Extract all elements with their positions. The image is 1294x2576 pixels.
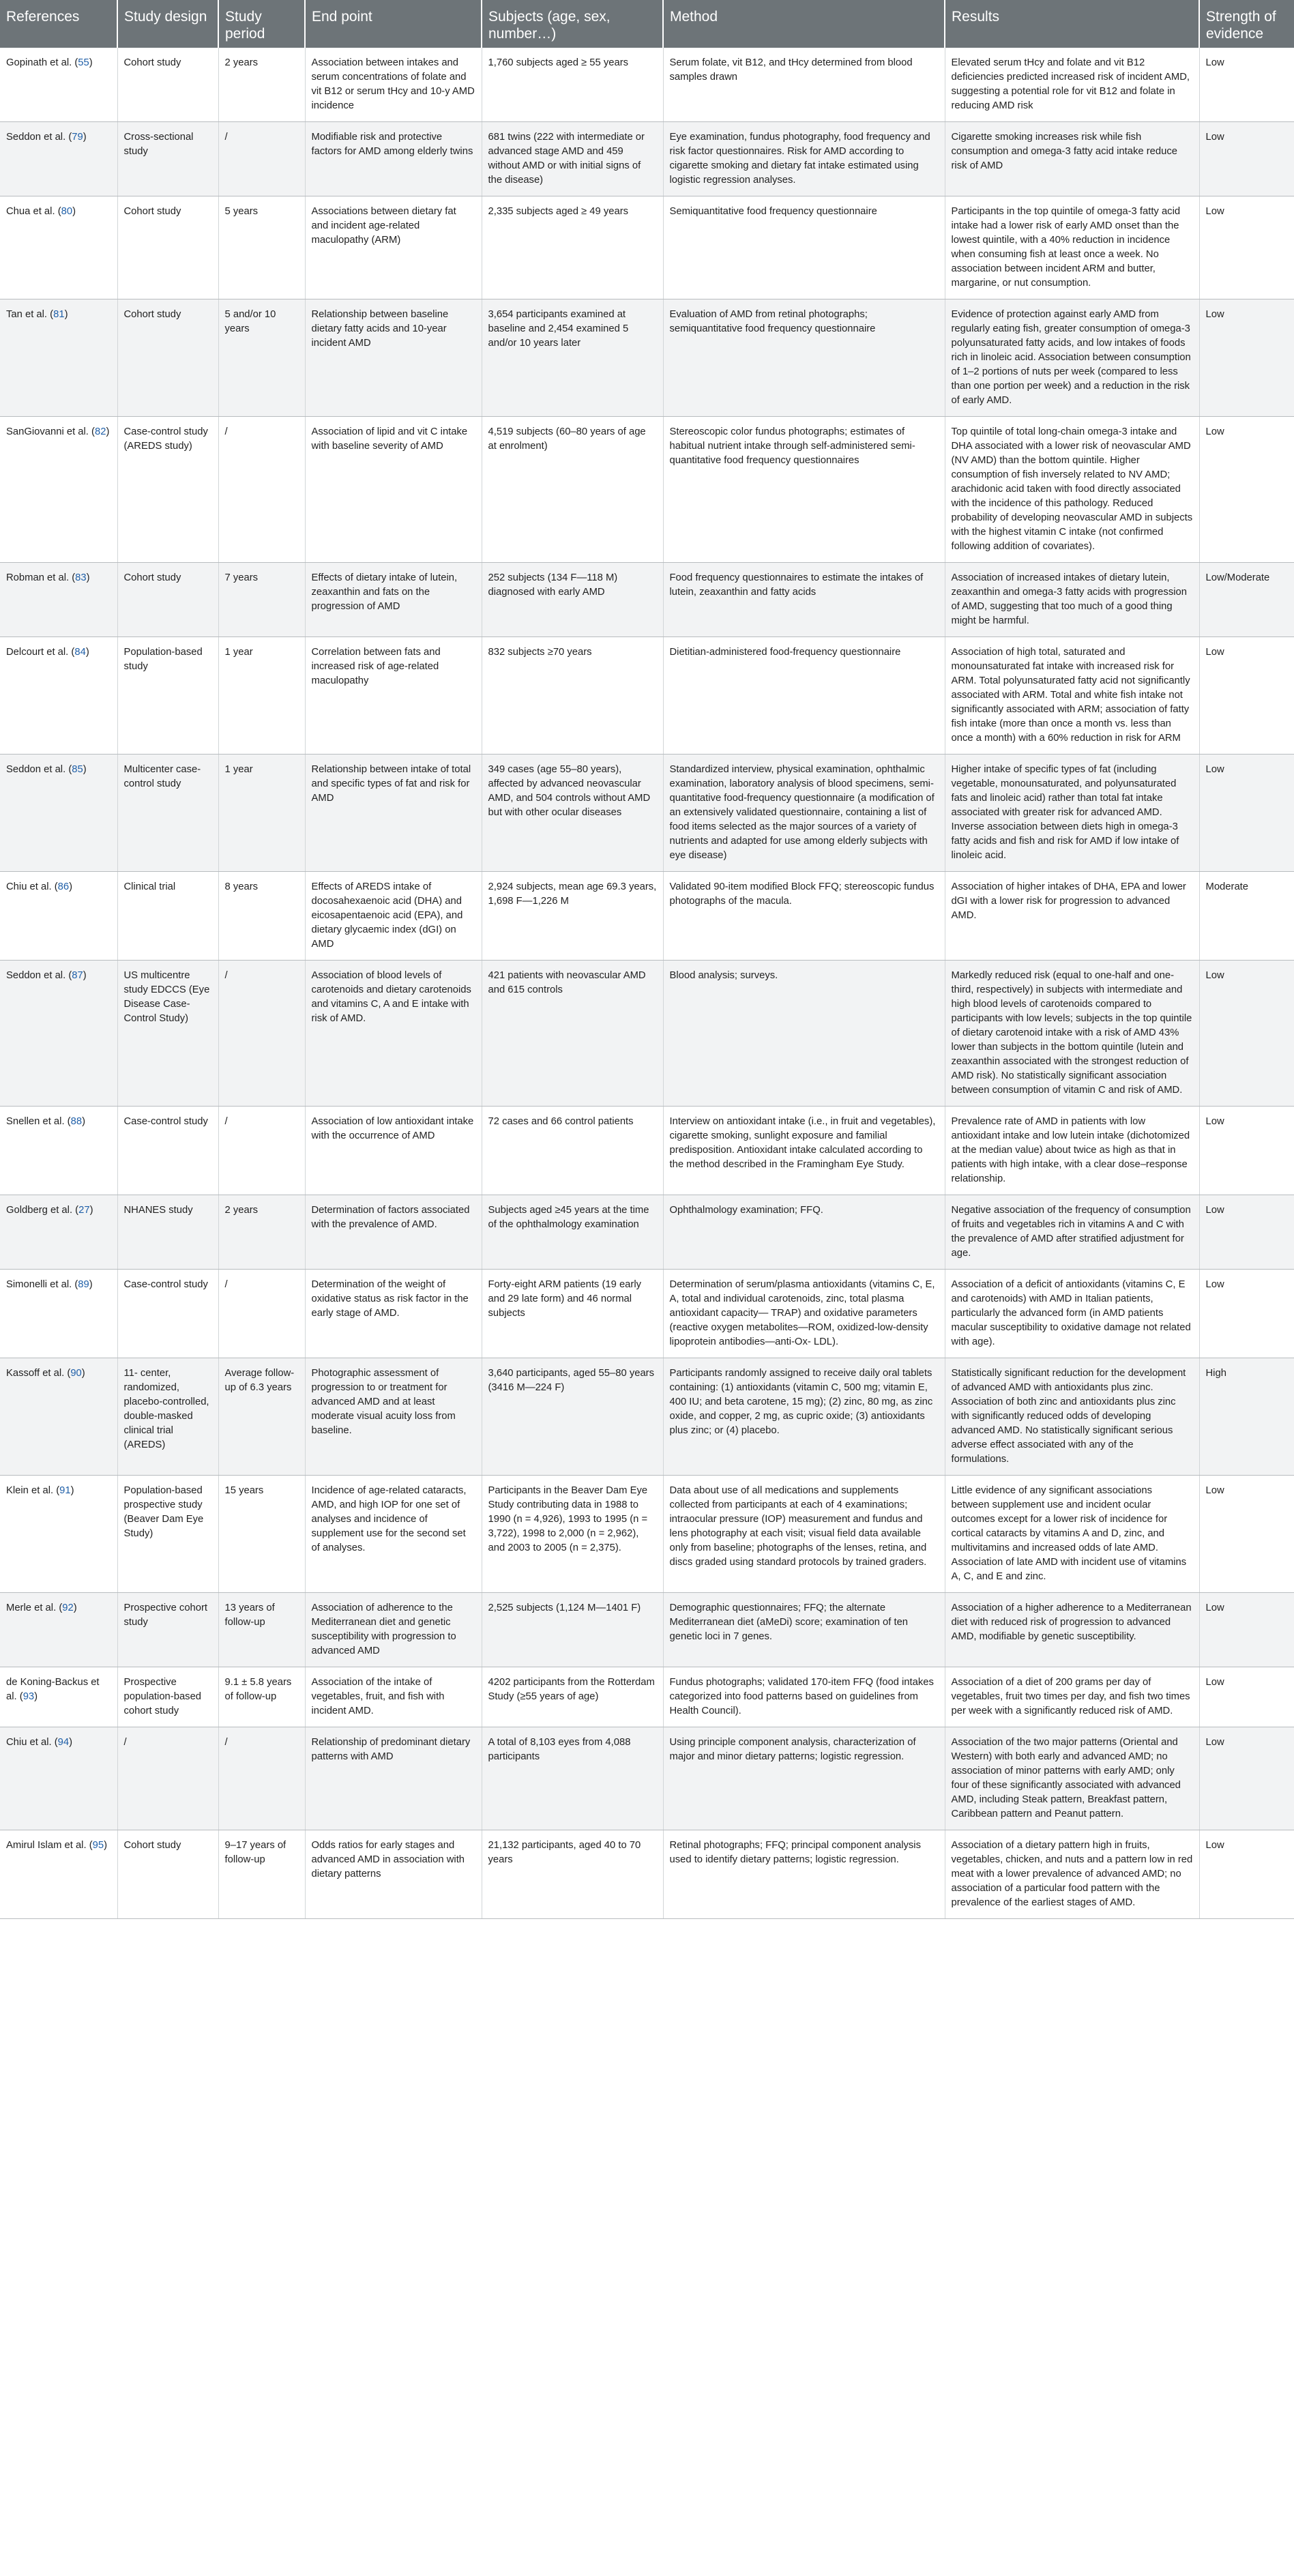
subjects-cell: 4202 participants from the Rotterdam Study (≥55 years of age) xyxy=(482,1667,663,1727)
end-point-cell: Determination of the weight of oxidative status as risk factor in the early stage of AMD. xyxy=(305,1270,482,1358)
study-design-cell: Multicenter case-control study xyxy=(117,755,218,872)
results-cell: Association of a deficit of antioxidants (vitamins C, E and carotenoids) with AMD in Italian patients, particularly the advanced form (in AMD patients macular susceptibility to oxidative damage not related with age). xyxy=(945,1270,1199,1358)
reference-cell: Seddon et al. (85) xyxy=(0,755,117,872)
study-period-cell: Average follow-up of 6.3 years xyxy=(218,1358,305,1476)
citation-link[interactable]: 79 xyxy=(72,132,83,143)
method-cell: Fundus photographs; validated 170-item FFQ (food intakes categorized into food patterns based on guidelines from Health Council). xyxy=(663,1667,945,1727)
end-point-cell: Correlation between fats and increased risk of age-related maculopathy xyxy=(305,637,482,755)
end-point-cell: Relationship between baseline dietary fatty acids and 10-year incident AMD xyxy=(305,299,482,417)
table-row xyxy=(0,196,1294,299)
subjects-cell: A total of 8,103 eyes from 4,088 participants xyxy=(482,1727,663,1830)
results-cell: Top quintile of total long-chain omega-3 intake and DHA associated with a lower risk of neovascular AMD (NV AMD) than the bottom quintile. Higher consumption of fish inversely related to NV AMD; arachidonic acid taken with food directly associated with the incidence of this pathology. Reduced probability of developing neovascular AMD in subjects with the highest vitamin C intake (not confirmed following addition of covariates). xyxy=(945,417,1199,563)
table-row xyxy=(0,48,1294,122)
strength-cell: Low xyxy=(1199,196,1294,299)
subjects-cell: 2,924 subjects, mean age 69.3 years, 1,698 F—1,226 M xyxy=(482,872,663,961)
results-cell: Statistically significant reduction for the development of advanced AMD with antioxidants plus zinc. Association of both zinc and antioxidants plus zinc with significantly reduced odds of developing advanced AMD. No statistically significant serious adverse effect associated with any of the formulations. xyxy=(945,1358,1199,1476)
end-point-cell: Association of lipid and vit C intake with baseline severity of AMD xyxy=(305,417,482,563)
strength-cell: Low xyxy=(1199,1476,1294,1593)
results-cell: Prevalence rate of AMD in patients with low antioxidant intake and low lutein intake (dichotomized at the median value) about twice as high as that in patients with high intake, with a clear dose–response relationship. xyxy=(945,1107,1199,1195)
table-row xyxy=(0,961,1294,1107)
header-end-point: End point xyxy=(305,0,482,48)
reference-cell: Delcourt et al. (84) xyxy=(0,637,117,755)
citation-link[interactable]: 95 xyxy=(92,1840,104,1852)
method-cell: Participants randomly assigned to receive daily oral tablets containing: (1) antioxidants (vitamin C, 500 mg; vitamin E, 400 IU; and beta carotene, 15 mg); (2) zinc, 80 mg, as zinc oxide, and copper, 2 mg, as cupric oxide; (3) antioxidants plus zinc; or (4) placebo. xyxy=(663,1358,945,1476)
reference-cell: Snellen et al. (88) xyxy=(0,1107,117,1195)
study-period-cell: / xyxy=(218,961,305,1107)
study-design-cell: Cohort study xyxy=(117,563,218,637)
study-period-cell: / xyxy=(218,417,305,563)
end-point-cell: Determination of factors associated with the prevalence of AMD. xyxy=(305,1195,482,1270)
study-design-cell: Cohort study xyxy=(117,196,218,299)
study-period-cell: 13 years of follow-up xyxy=(218,1593,305,1667)
method-cell: Validated 90-item modified Block FFQ; stereoscopic fundus photographs of the macula. xyxy=(663,872,945,961)
end-point-cell: Relationship of predominant dietary patterns with AMD xyxy=(305,1727,482,1830)
citation-link[interactable]: 90 xyxy=(70,1368,82,1379)
citation-link[interactable]: 89 xyxy=(78,1279,89,1291)
reference-name: Chua et al. xyxy=(6,206,55,218)
table-row xyxy=(0,1270,1294,1358)
subjects-cell: 252 subjects (134 F—118 M) diagnosed with early AMD xyxy=(482,563,663,637)
study-period-cell: 1 year xyxy=(218,755,305,872)
reference-name: Delcourt et al. xyxy=(6,647,69,658)
strength-cell: Low xyxy=(1199,299,1294,417)
end-point-cell: Effects of dietary intake of lutein, zeaxanthin and fats on the progression of AMD xyxy=(305,563,482,637)
study-design-cell: Prospective cohort study xyxy=(117,1593,218,1667)
reference-cell: Robman et al. (83) xyxy=(0,563,117,637)
subjects-cell: Subjects aged ≥45 years at the time of the ophthalmology examination xyxy=(482,1195,663,1270)
end-point-cell: Incidence of age-related cataracts, AMD, and high IOP for one set of analyses and incidence of supplement use for the second set of analyses. xyxy=(305,1476,482,1593)
reference-cell: Kassoff et al. (90) xyxy=(0,1358,117,1476)
study-period-cell: 9.1 ± 5.8 years of follow-up xyxy=(218,1667,305,1727)
header-strength: Strength of evidence xyxy=(1199,0,1294,48)
study-design-cell: Cohort study xyxy=(117,299,218,417)
table-row xyxy=(0,1727,1294,1830)
reference-cell: Chiu et al. (94) xyxy=(0,1727,117,1830)
header-method: Method xyxy=(663,0,945,48)
reference-cell: Tan et al. (81) xyxy=(0,299,117,417)
end-point-cell: Association between intakes and serum concentrations of folate and vit B12 or serum tHcy and 10-y AMD incidence xyxy=(305,48,482,122)
study-design-cell: Cross-sectional study xyxy=(117,122,218,196)
results-cell: Association of higher intakes of DHA, EPA and lower dGI with a lower risk for progression to advanced AMD. xyxy=(945,872,1199,961)
table-row xyxy=(0,417,1294,563)
header-subjects: Subjects (age, sex, number…) xyxy=(482,0,663,48)
reference-name: SanGiovanni et al. xyxy=(6,426,89,438)
study-design-cell: Clinical trial xyxy=(117,872,218,961)
subjects-cell: 2,525 subjects (1,124 M—1401 F) xyxy=(482,1593,663,1667)
strength-cell: Low xyxy=(1199,961,1294,1107)
results-cell: Little evidence of any significant associations between supplement use and incident ocular outcomes except for a lower risk of incidence for cortical cataracts by vitamins A and D, zinc, and multivitamins and increased odds of late AMD. Association of late AMD with incident use of vitamins A, C, and E and zinc. xyxy=(945,1476,1199,1593)
reference-cell: Gopinath et al. (55) xyxy=(0,48,117,122)
method-cell: Dietitian-administered food-frequency questionnaire xyxy=(663,637,945,755)
table-body xyxy=(0,48,1294,1919)
results-cell: Association of high total, saturated and monounsaturated fat intake with increased risk for ARM. Total polyunsaturated fatty acid not significantly associated with ARM. Total and white fish intake not significantly associated with ARM; association of fatty fish intake (more than once a month vs. less than once a month) with a 60% reduction in risk for ARM xyxy=(945,637,1199,755)
method-cell: Ophthalmology examination; FFQ. xyxy=(663,1195,945,1270)
reference-cell: de Koning-Backus et al. (93) xyxy=(0,1667,117,1727)
strength-cell: Low xyxy=(1199,1593,1294,1667)
study-design-cell: NHANES study xyxy=(117,1195,218,1270)
citation-link[interactable]: 88 xyxy=(70,1116,83,1128)
study-period-cell: / xyxy=(218,1107,305,1195)
citation-link[interactable]: 91 xyxy=(59,1485,71,1497)
table-row xyxy=(0,563,1294,637)
citation-link[interactable]: 83 xyxy=(75,572,87,584)
reference-cell: Seddon et al. (79) xyxy=(0,122,117,196)
table-row xyxy=(0,299,1294,417)
reference-cell: Simonelli et al. (89) xyxy=(0,1270,117,1358)
subjects-cell: 681 twins (222 with intermediate or advanced stage AMD and 459 without AMD or with initial signs of the disease) xyxy=(482,122,663,196)
study-period-cell: 5 and/or 10 years xyxy=(218,299,305,417)
reference-name: Chiu et al. xyxy=(6,881,52,893)
reference-name: Goldberg et al. xyxy=(6,1205,73,1216)
study-design-cell: 11- center, randomized, placebo-controlled, double-masked clinical trial (AREDS) xyxy=(117,1358,218,1476)
reference-name: Gopinath et al. xyxy=(6,57,72,69)
results-cell: Cigarette smoking increases risk while fish consumption and omega-3 fatty acid intake reduce risk of AMD xyxy=(945,122,1199,196)
study-design-cell: Cohort study xyxy=(117,48,218,122)
subjects-cell: 2,335 subjects aged ≥ 49 years xyxy=(482,196,663,299)
header-references: References xyxy=(0,0,117,48)
results-cell: Association of the two major patterns (Oriental and Western) with both early and advanced AMD; no association of minor patterns with early AMD; only four of these significantly associated with advanced AMD, including Steak pattern, Breakfast pattern, Caribbean pattern and Peanut pattern. xyxy=(945,1727,1199,1830)
header-study-period: Study period xyxy=(218,0,305,48)
citation-link[interactable]: 87 xyxy=(72,970,83,982)
method-cell: Demographic questionnaires; FFQ; the alternate Mediterranean diet (aMeDi) score; examination of ten genetic loci in 7 genes. xyxy=(663,1593,945,1667)
results-cell: Association of a higher adherence to a Mediterranean diet with reduced risk of progression to advanced AMD, modifiable by genetic susceptibility. xyxy=(945,1593,1199,1667)
reference-name: Amirul Islam et al. xyxy=(6,1840,87,1852)
table-row xyxy=(0,1593,1294,1667)
citation-link[interactable]: 93 xyxy=(23,1691,35,1703)
study-design-cell: Population-based prospective study (Beaver Dam Eye Study) xyxy=(117,1476,218,1593)
results-cell: Negative association of the frequency of consumption of fruits and vegetables rich in vitamins A and C with the prevalence of AMD after stratified adjustment for age. xyxy=(945,1195,1199,1270)
results-cell: Evidence of protection against early AMD from regularly eating fish, greater consumption of omega-3 polyunsaturated fatty acids, and low intakes of foods rich in linoleic acid. Association between consumption of 1–2 portions of nuts per week (compared to less than one portion per week) and a reduction in the risk of early AMD. xyxy=(945,299,1199,417)
table-row xyxy=(0,1107,1294,1195)
study-period-cell: 9–17 years of follow-up xyxy=(218,1830,305,1919)
strength-cell: Low xyxy=(1199,1270,1294,1358)
strength-cell: Low xyxy=(1199,417,1294,563)
table-row xyxy=(0,1476,1294,1593)
strength-cell: Low xyxy=(1199,1667,1294,1727)
results-cell: Association of increased intakes of dietary lutein, zeaxanthin and omega-3 fatty acids with progression of AMD, suggesting that too much of a good thing might be harmful. xyxy=(945,563,1199,637)
reference-cell: SanGiovanni et al. (82) xyxy=(0,417,117,563)
end-point-cell: Modifiable risk and protective factors for AMD among elderly twins xyxy=(305,122,482,196)
reference-cell: Merle et al. (92) xyxy=(0,1593,117,1667)
reference-name: Seddon et al. xyxy=(6,764,66,776)
study-design-cell: Cohort study xyxy=(117,1830,218,1919)
method-cell: Retinal photographs; FFQ; principal component analysis used to identify dietary patterns; logistic regression. xyxy=(663,1830,945,1919)
results-cell: Association of a dietary pattern high in fruits, vegetables, chicken, and nuts and a pattern low in red meat with a lower prevalence of advanced AMD; no association of a particular food pattern with the prevalence of the earliest stages of AMD. xyxy=(945,1830,1199,1919)
table-row xyxy=(0,872,1294,961)
citation-link[interactable]: 82 xyxy=(94,426,106,438)
study-design-cell: US multicentre study EDCCS (Eye Disease Case-Control Study) xyxy=(117,961,218,1107)
reference-cell: Goldberg et al. (27) xyxy=(0,1195,117,1270)
strength-cell: Low xyxy=(1199,1727,1294,1830)
method-cell: Determination of serum/plasma antioxidants (vitamins C, E, A, total and individual carotenoids, zinc, total plasma antioxidant capacity— TRAP) and oxidative parameters (reactive oxygen metabolites—ROM, oxidized-low-density lipoprotein antibodies—anti-Ox- LDL). xyxy=(663,1270,945,1358)
reference-name: Merle et al. xyxy=(6,1602,57,1614)
subjects-cell: 4,519 subjects (60–80 years of age at enrolment) xyxy=(482,417,663,563)
method-cell: Standardized interview, physical examination, ophthalmic examination, laboratory analysis of blood specimens, semi-quantitative food-frequency questionnaire (a modification of an extensively validated questionnaire, containing a list of food items selected as the major sources of a variety of nutrients and adapted for use among elderly subjects with eye disease) xyxy=(663,755,945,872)
study-period-cell: 2 years xyxy=(218,1195,305,1270)
reference-name: Snellen et al. xyxy=(6,1116,65,1128)
citation-link[interactable]: 55 xyxy=(78,57,89,69)
strength-cell: Low xyxy=(1199,48,1294,122)
strength-cell: Low xyxy=(1199,122,1294,196)
method-cell: Food frequency questionnaires to estimate the intakes of lutein, zeaxanthin and fatty acids xyxy=(663,563,945,637)
table-row xyxy=(0,1667,1294,1727)
study-period-cell: 8 years xyxy=(218,872,305,961)
end-point-cell: Odds ratios for early stages and advanced AMD in association with dietary patterns xyxy=(305,1830,482,1919)
subjects-cell: 3,640 participants, aged 55–80 years (3416 M—224 F) xyxy=(482,1358,663,1476)
citation-link[interactable]: 86 xyxy=(57,881,70,893)
end-point-cell: Effects of AREDS intake of docosahexaenoic acid (DHA) and eicosapentaenoic acid (EPA), and dietary glycaemic index (dGI) on AMD xyxy=(305,872,482,961)
citation-link[interactable]: 94 xyxy=(57,1737,70,1748)
study-period-cell: 7 years xyxy=(218,563,305,637)
strength-cell: High xyxy=(1199,1358,1294,1476)
subjects-cell: 421 patients with neovascular AMD and 615 controls xyxy=(482,961,663,1107)
subjects-cell: 1,760 subjects aged ≥ 55 years xyxy=(482,48,663,122)
table-row xyxy=(0,122,1294,196)
strength-cell: Low xyxy=(1199,1195,1294,1270)
method-cell: Evaluation of AMD from retinal photographs; semiquantitative food frequency questionnaire xyxy=(663,299,945,417)
citation-link[interactable]: 27 xyxy=(78,1205,90,1216)
method-cell: Blood analysis; surveys. xyxy=(663,961,945,1107)
subjects-cell: 832 subjects ≥70 years xyxy=(482,637,663,755)
header-study-design: Study design xyxy=(117,0,218,48)
study-design-cell: Prospective population-based cohort study xyxy=(117,1667,218,1727)
reference-name: Klein et al. xyxy=(6,1485,54,1497)
results-cell: Elevated serum tHcy and folate and vit B12 deficiencies predicted increased risk of incident AMD, suggesting a potential role for vit B12 and folate in reducing AMD risk xyxy=(945,48,1199,122)
end-point-cell: Photographic assessment of progression to or treatment for advanced AMD and at least moderate visual acuity loss from baseline. xyxy=(305,1358,482,1476)
table-row xyxy=(0,755,1294,872)
strength-cell: Low xyxy=(1199,637,1294,755)
study-design-cell: Case-control study (AREDS study) xyxy=(117,417,218,563)
results-cell: Higher intake of specific types of fat (including vegetable, monounsaturated, and polyunsaturated fats and linoleic acid) rather than total fat intake associated with greater risk for advanced AMD. Inverse association between diets high in omega-3 fatty acids and fish and risk for AMD if low intake of linoleic acid. xyxy=(945,755,1199,872)
reference-name: Seddon et al. xyxy=(6,970,66,982)
end-point-cell: Association of low antioxidant intake with the occurrence of AMD xyxy=(305,1107,482,1195)
citation-link[interactable]: 92 xyxy=(62,1602,74,1614)
subjects-cell: 349 cases (age 55–80 years), affected by advanced neovascular AMD, and 504 controls without AMD but with other ocular diseases xyxy=(482,755,663,872)
strength-cell: Low xyxy=(1199,755,1294,872)
subjects-cell: 72 cases and 66 control patients xyxy=(482,1107,663,1195)
results-cell: Markedly reduced risk (equal to one-half and one-third, respectively) in subjects with intermediate and high blood levels of carotenoids compared to participants with low levels; subjects in the top quintile of dietary carotenoid intake with a risk of AMD 43% lower than subjects in the bottom quintile (lutein and zeaxanthin associated with the strongest reduction of AMD risk). No statistically significant association between consumption of vitamin C and risk of AMD. xyxy=(945,961,1199,1107)
citation-link[interactable]: 85 xyxy=(72,764,83,776)
study-period-cell: 2 years xyxy=(218,48,305,122)
citation-link[interactable]: 84 xyxy=(74,647,86,658)
table-row xyxy=(0,1358,1294,1476)
reference-name: de Koning-Backus et al. xyxy=(6,1677,100,1703)
subjects-cell: Forty-eight ARM patients (19 early and 29 late form) and 46 normal subjects xyxy=(482,1270,663,1358)
study-design-cell: Case-control study xyxy=(117,1270,218,1358)
study-period-cell: 15 years xyxy=(218,1476,305,1593)
reference-cell: Chua et al. (80) xyxy=(0,196,117,299)
header-row xyxy=(0,0,1294,48)
end-point-cell: Association of the intake of vegetables, fruit, and fish with incident AMD. xyxy=(305,1667,482,1727)
strength-cell: Low xyxy=(1199,1107,1294,1195)
study-period-cell: / xyxy=(218,122,305,196)
method-cell: Stereoscopic color fundus photographs; estimates of habitual nutrient intake through self-administered semi-quantitative food frequency questionnaires xyxy=(663,417,945,563)
reference-name: Kassoff et al. xyxy=(6,1368,65,1379)
study-design-cell: Population-based study xyxy=(117,637,218,755)
study-design-cell: / xyxy=(117,1727,218,1830)
strength-cell: Low/Moderate xyxy=(1199,563,1294,637)
reference-name: Simonelli et al. xyxy=(6,1279,72,1291)
method-cell: Interview on antioxidant intake (i.e., in fruit and vegetables), cigarette smoking, sunlight exposure and familial predisposition. Antioxidant intake calculated according to the method described in the Framingham Eye Study. xyxy=(663,1107,945,1195)
reference-name: Robman et al. xyxy=(6,572,70,584)
study-period-cell: / xyxy=(218,1270,305,1358)
table-row xyxy=(0,1830,1294,1919)
method-cell: Semiquantitative food frequency questionnaire xyxy=(663,196,945,299)
method-cell: Using principle component analysis, characterization of major and minor dietary patterns; logistic regression. xyxy=(663,1727,945,1830)
header-results: Results xyxy=(945,0,1199,48)
subjects-cell: Participants in the Beaver Dam Eye Study contributing data in 1988 to 1990 (n = 4,926), 1993 to 1995 (n = 3,722), 1998 to 2,000 (n = 2,962), and 2003 to 2005 (n = 2,375). xyxy=(482,1476,663,1593)
end-point-cell: Associations between dietary fat and incident age-related maculopathy (ARM) xyxy=(305,196,482,299)
method-cell: Eye examination, fundus photography, food frequency and risk factor questionnaires. Risk for AMD according to cigarette smoking and dietary fat intake estimated using logistic regression analyses. xyxy=(663,122,945,196)
end-point-cell: Relationship between intake of total and specific types of fat and risk for AMD xyxy=(305,755,482,872)
subjects-cell: 21,132 participants, aged 40 to 70 years xyxy=(482,1830,663,1919)
reference-name: Seddon et al. xyxy=(6,132,66,143)
reference-cell: Chiu et al. (86) xyxy=(0,872,117,961)
study-design-cell: Case-control study xyxy=(117,1107,218,1195)
results-cell: Association of a diet of 200 grams per day of vegetables, fruit two times per day, and fish two times per week with a significantly reduced risk of AMD. xyxy=(945,1667,1199,1727)
reference-cell: Klein et al. (91) xyxy=(0,1476,117,1593)
method-cell: Serum folate, vit B12, and tHcy determined from blood samples drawn xyxy=(663,48,945,122)
reference-name: Tan et al. xyxy=(6,309,48,321)
table-row xyxy=(0,637,1294,755)
reference-cell: Amirul Islam et al. (95) xyxy=(0,1830,117,1919)
study-period-cell: 1 year xyxy=(218,637,305,755)
method-cell: Data about use of all medications and supplements collected from participants at each of 4 examinations; intraocular pressure (IOP) measurement and fundus and lens photography at each visit; visual field data available only from baseline; photographs of the lenses, retina, and discs graded using standard protocols by trained graders. xyxy=(663,1476,945,1593)
table-row xyxy=(0,1195,1294,1270)
reference-name: Chiu et al. xyxy=(6,1737,52,1748)
end-point-cell: Association of blood levels of carotenoids and dietary carotenoids and vitamins C, A and E intake with risk of AMD. xyxy=(305,961,482,1107)
citation-link[interactable]: 80 xyxy=(61,206,73,218)
study-period-cell: 5 years xyxy=(218,196,305,299)
study-period-cell: / xyxy=(218,1727,305,1830)
citation-link[interactable]: 81 xyxy=(53,309,65,321)
strength-cell: Low xyxy=(1199,1830,1294,1919)
end-point-cell: Association of adherence to the Mediterranean diet and genetic susceptibility with progression to advanced AMD xyxy=(305,1593,482,1667)
reference-cell: Seddon et al. (87) xyxy=(0,961,117,1107)
strength-cell: Moderate xyxy=(1199,872,1294,961)
subjects-cell: 3,654 participants examined at baseline and 2,454 examined 5 and/or 10 years later xyxy=(482,299,663,417)
results-cell: Participants in the top quintile of omega-3 fatty acid intake had a lower risk of early AMD onset than the lowest quintile, with a 40% reduction in incidence when consuming fish at least once a week. No association between incident ARM and butter, margarine, or nut consumption. xyxy=(945,196,1199,299)
